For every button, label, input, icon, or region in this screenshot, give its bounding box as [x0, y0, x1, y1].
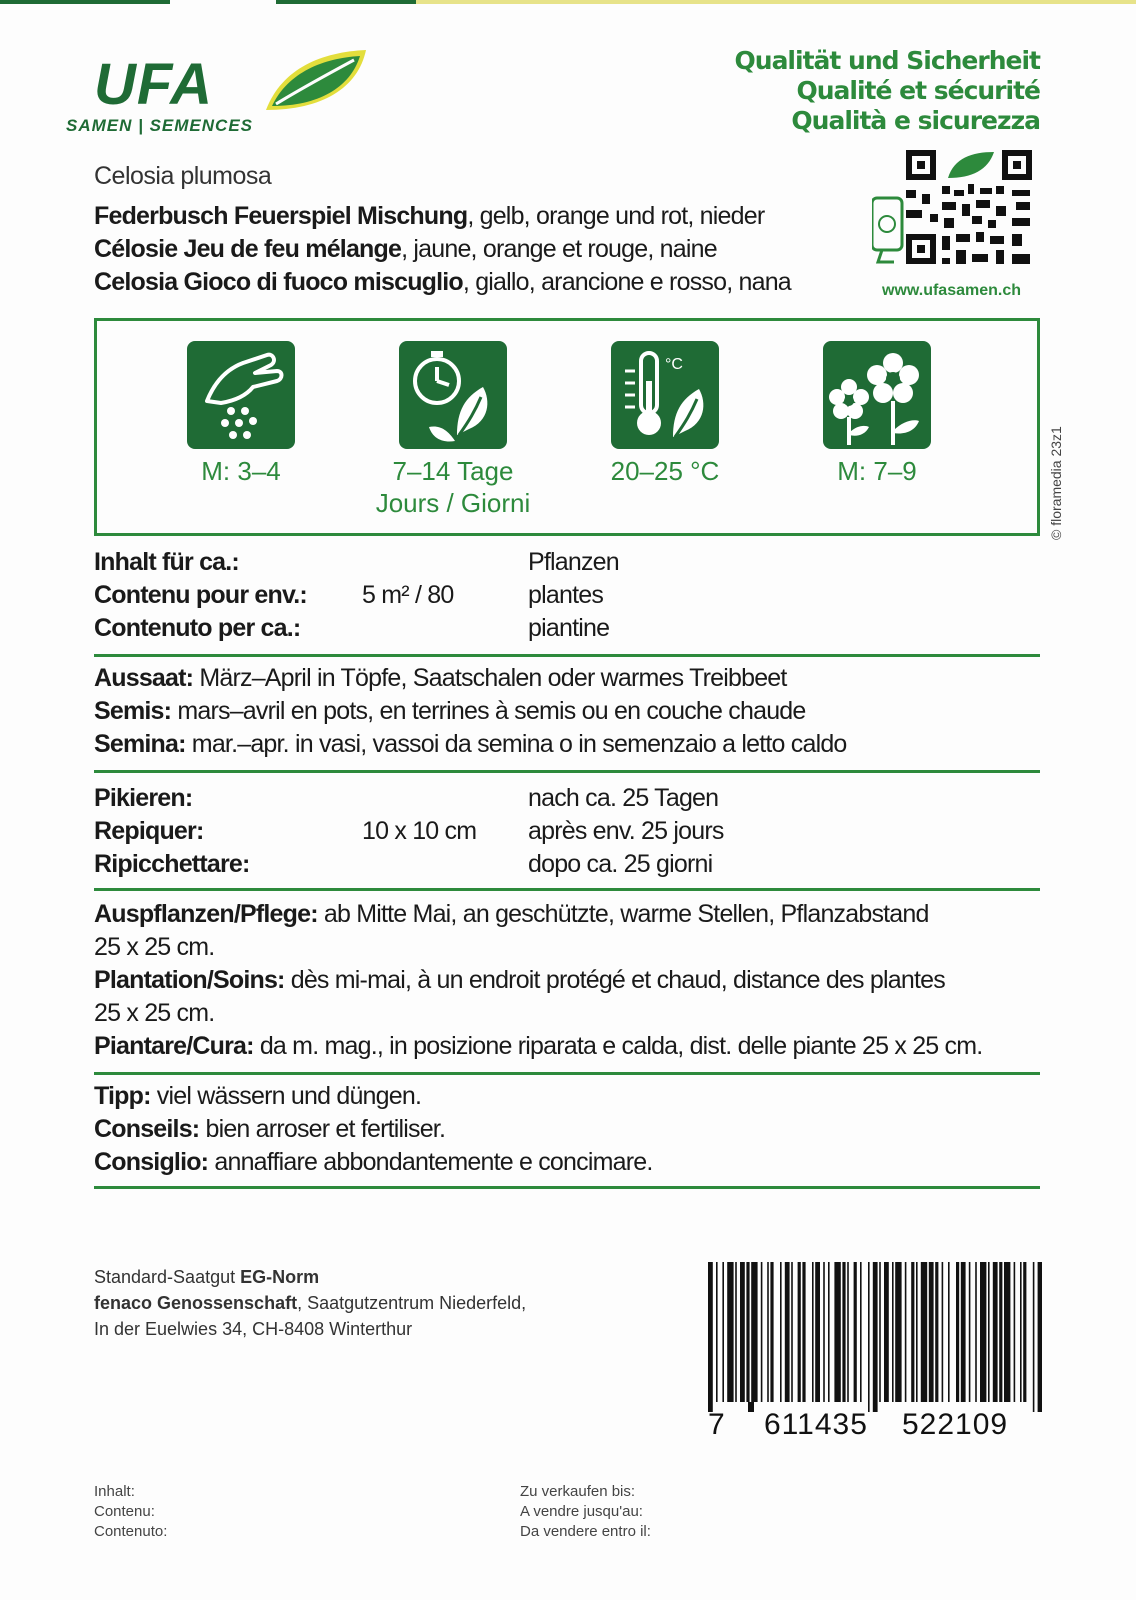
icon-label-sowing: M: 3–4 [201, 456, 281, 486]
latin-name: Celosia plumosa [94, 162, 272, 190]
quality-it: Qualità e sicurezza [791, 106, 1040, 135]
thermometer-sprout-icon [611, 341, 719, 449]
icon-label-germination: 7–14 Tage Jours / Giorni [375, 456, 531, 518]
tips-section: Tipp: viel wässern und düngen. Conseils: bien arroser et fertiliser. Consiglio: annaffiare abbondantemente e concimare. [94, 1082, 653, 1176]
website-link[interactable]: www.ufasamen.ch [882, 282, 1021, 299]
divider [94, 1186, 1040, 1189]
pricking-labels: Pikieren: Repiquer: Ripicchettare: [94, 784, 250, 878]
svg-text:°C: °C [665, 356, 683, 373]
product-name-it: Celosia Gioco di fuoco miscuglio, giallo, arancione e rosso, nana [94, 268, 791, 296]
content-labels: Inhalt für ca.: Contenu pour env.: Contenuto per ca.: [94, 548, 307, 642]
divider [94, 654, 1040, 657]
ufa-logo [66, 48, 366, 140]
logo-subtitle: SAMEN | SEMENCES [66, 116, 254, 135]
divider [94, 1072, 1040, 1075]
sell-by-labels: Zu verkaufen bis: A vendre jusqu'au: Da vendere entro il: [520, 1483, 651, 1540]
logo-text: UFA [94, 52, 213, 117]
icon-label-temperature: 20–25 °C [610, 456, 720, 486]
quality-de: Qualität und Sicherheit [734, 46, 1040, 75]
pricking-spacing: 10 x 10 cm [362, 817, 477, 845]
planting-section: Auspflanzen/Pflege: ab Mitte Mai, an geschützte, warme Stellen, Pflanzabstand 25 x 25 cm. Plantation/Soins: dès mi-mai, à un endroit protégé et chaud, distance des plantes 25 x 25 cm. Piantare/Cura: da m. mag., in posizione riparata e calda, dist. delle piante 25 x 25 cm. [94, 900, 983, 1060]
leaf-icon [262, 48, 368, 114]
barcode-group-left: 611435 [764, 1408, 868, 1441]
qr-leaf-icon [948, 152, 994, 178]
quality-fr: Qualité et sécurité [796, 76, 1040, 105]
barcode [708, 1262, 1042, 1442]
content-value: 5 m² / 80 [362, 581, 454, 609]
top-color-strip [0, 0, 1136, 4]
product-name-de: Federbusch Feuerspiel Mischung, gelb, orange und rot, nieder [94, 202, 765, 230]
phone-icon [872, 198, 902, 262]
barcode-group-right: 522109 [902, 1408, 1009, 1441]
qr-code[interactable] [872, 150, 1044, 276]
contents-labels: Inhalt: Contenu: Contenuto: [94, 1483, 168, 1540]
stopwatch-sprout-icon [399, 341, 507, 449]
barcode-digit-first: 7 [708, 1408, 725, 1441]
product-names [94, 200, 791, 299]
sowing-section: Aussaat: März–April in Töpfe, Saatschalen oder warmes Treibbeet Semis: mars–avril en pots, en terrines à semis ou en couche chaude Semina: mar.–apr. in vasi, vassoi da semina o in semenzaio a letto caldo [94, 664, 847, 758]
icon-box [94, 318, 1040, 536]
flowers-icon [823, 341, 931, 449]
sowing-hand-icon [187, 341, 295, 449]
producer-info: Standard-Saatgut EG-Norm fenaco Genossenschaft, Saatgutzentrum Niederfeld, In der Euelwies 34, CH-8408 Winterthur [94, 1267, 527, 1339]
quality-heading [735, 46, 1040, 136]
product-name-fr: Célosie Jeu de feu mélange, jaune, orange et rouge, naine [94, 235, 717, 263]
divider [94, 770, 1040, 773]
divider [94, 888, 1040, 891]
content-units: Pflanzen plantes piantine [528, 548, 619, 642]
pricking-times: nach ca. 25 Tagen après env. 25 jours dopo ca. 25 giorni [528, 784, 724, 878]
side-credit: © floramedia 23z1 [1048, 426, 1064, 540]
icon-label-flowering: M: 7–9 [837, 456, 917, 486]
